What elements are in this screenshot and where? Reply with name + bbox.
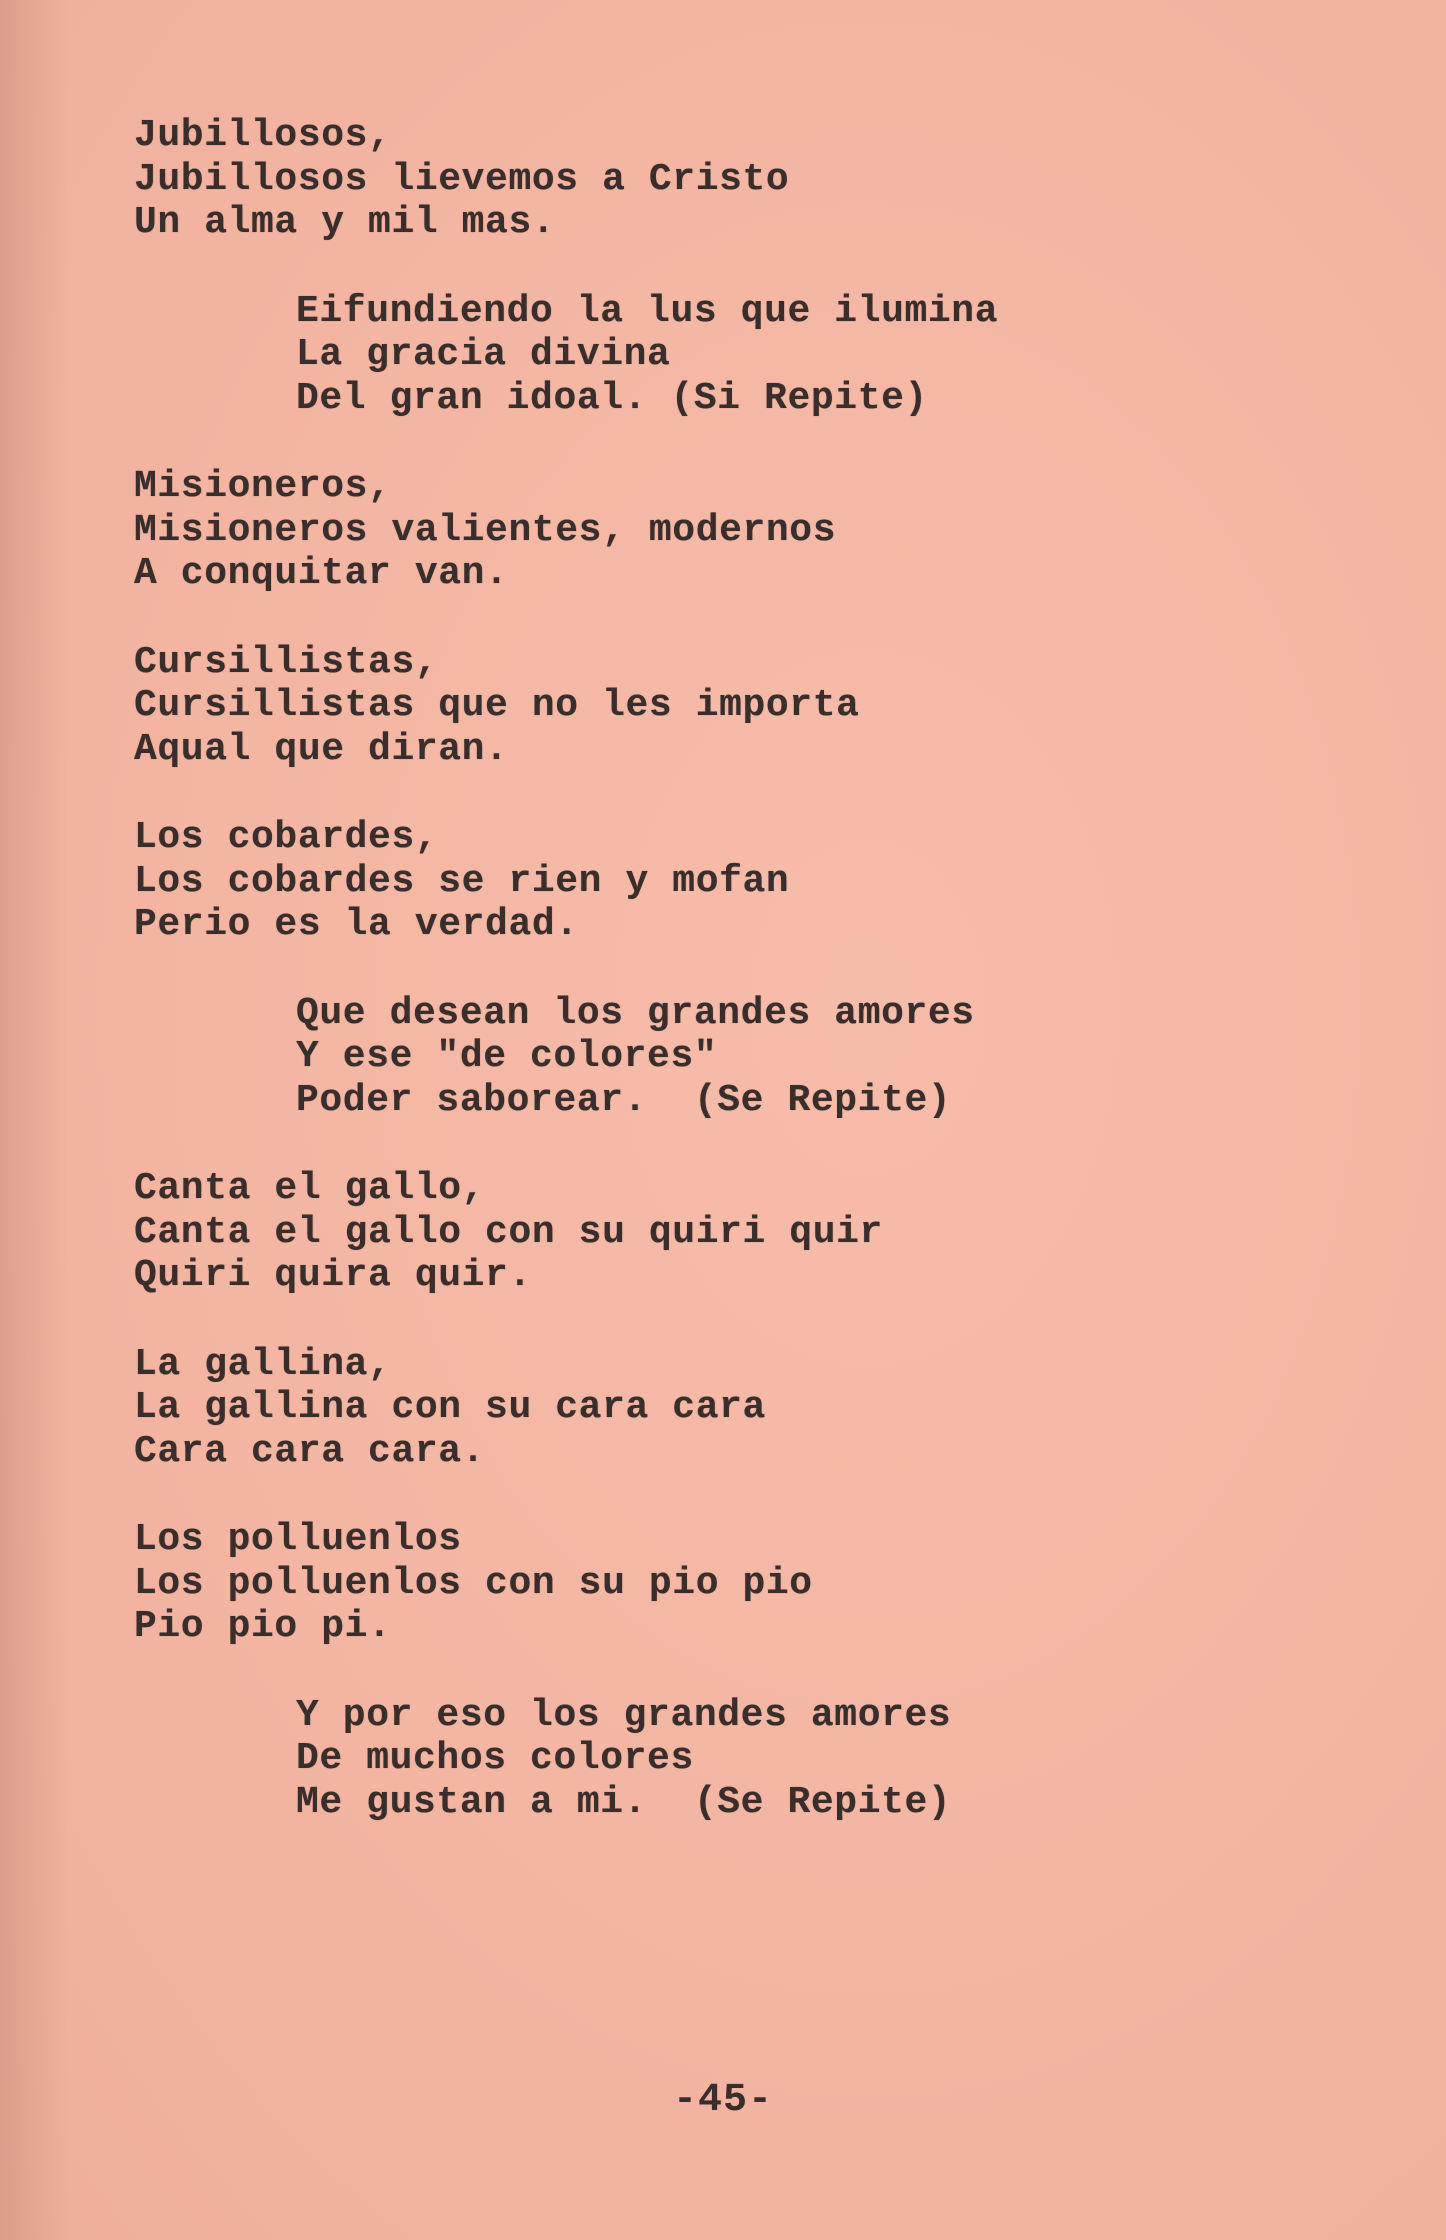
song-lyrics [134, 114, 1334, 1869]
lyric-line: Pio pio pi. [134, 1605, 392, 1648]
lyric-line: Jubillosos lievemos a Cristo [134, 157, 790, 201]
lyric-line: Y por eso los grandes amores [296, 1693, 952, 1737]
stanza-chorus [134, 992, 1334, 1123]
stanza-chorus [134, 1694, 1334, 1825]
lyric-line: A conquitar van. [134, 552, 509, 595]
lyric-line: De muchos colores [296, 1737, 694, 1780]
lyric-line: Eifundiendo la lus que ilumina [296, 289, 999, 333]
stanza-verse [134, 465, 1334, 596]
lyric-line: Los polluenlos con su pio pio [134, 1561, 813, 1605]
lyric-line: Jubillosos, [134, 114, 392, 157]
stanza-verse [134, 1343, 1334, 1474]
lyric-line: La gracia divina [296, 333, 671, 376]
stanza-verse [134, 641, 1334, 772]
lyric-line: Perio es la verdad. [134, 903, 579, 946]
lyric-line: Los cobardes se rien y mofan [134, 859, 790, 903]
stanza-verse [134, 816, 1334, 947]
stanza-verse [134, 1167, 1334, 1298]
lyric-line: Cara cara cara. [134, 1429, 486, 1473]
lyric-line: Canta el gallo, [134, 1167, 486, 1210]
stanza-chorus [134, 290, 1334, 421]
lyric-line: Me gustan a mi. (Se Repite) [296, 1780, 952, 1824]
lyric-line: Misioneros valientes, modernos [134, 508, 837, 552]
page-number: -45- [672, 2078, 773, 2123]
lyric-line: Poder saborear. (Se Repite) [296, 1078, 952, 1122]
lyric-line: Un alma y mil mas. [134, 201, 556, 244]
stanza-verse [134, 114, 1334, 245]
lyric-line: Los polluenlos [134, 1518, 462, 1561]
lyric-line: Del gran idoal. (Si Repite) [296, 376, 928, 420]
lyric-line: Que desean los grandes amores [296, 991, 975, 1035]
lyric-line: La gallina, [134, 1342, 392, 1386]
lyric-line: Canta el gallo con su quiri quir [134, 1210, 883, 1254]
lyric-line: Cursillistas que no les importa [134, 684, 860, 727]
lyric-line: Y ese "de colores" [296, 1035, 718, 1078]
lyric-line: Misioneros, [134, 465, 392, 508]
lyric-line: Quiri quira quir. [134, 1254, 532, 1297]
lyric-line: Cursillistas, [134, 640, 439, 684]
lyric-line: Los cobardes, [134, 816, 439, 859]
lyric-line: La gallina con su cara cara [134, 1386, 766, 1429]
stanza-verse [134, 1518, 1334, 1649]
lyric-line: Aqual que diran. [134, 727, 509, 771]
